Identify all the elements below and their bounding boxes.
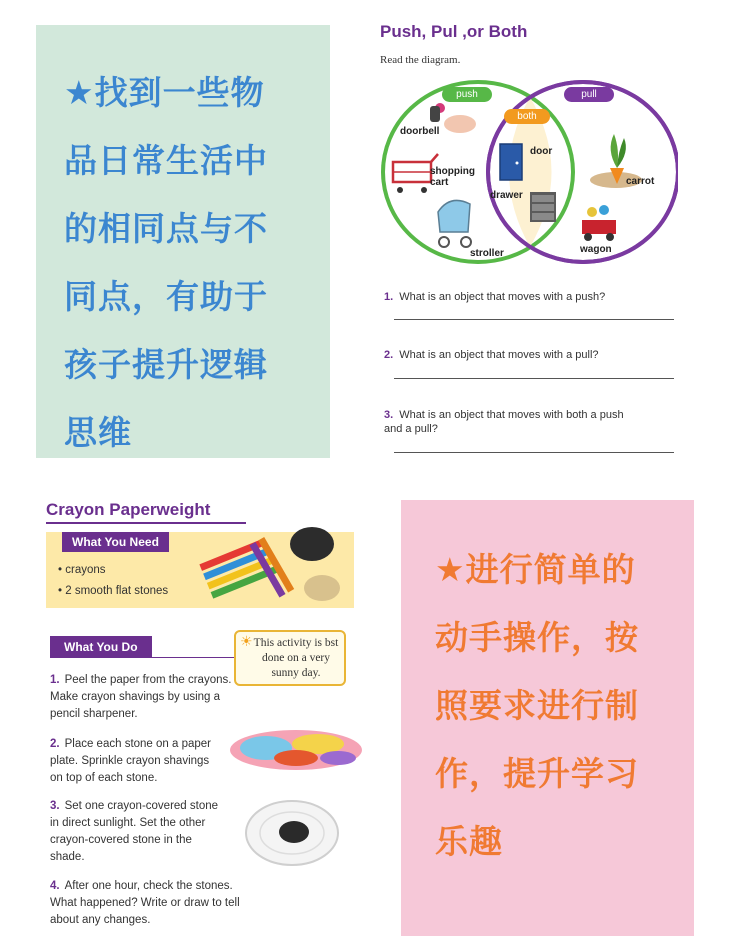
promo-line: 乐趣 (435, 822, 503, 861)
question-3 (384, 408, 634, 436)
push-label: push (442, 87, 492, 102)
promo-line: 思维 (64, 413, 132, 452)
promo-line: 品日常生活中 (64, 141, 268, 180)
step-3: 3. Set one crayon-covered stone in direct sunlight. Set the other crayon-covered stone in the shade. (50, 800, 219, 863)
promo-text-handson (435, 536, 675, 876)
note-text: This activity is bst done on a very sunny day. (253, 637, 339, 679)
answer-line-1[interactable] (394, 319, 674, 320)
carrot-label: carrot (626, 176, 655, 187)
answer-line-3[interactable] (394, 452, 674, 453)
sunny-day-note (234, 630, 346, 686)
promo-line: 作，提升学习 (435, 754, 639, 793)
promo-line: ★找到一些物 (64, 73, 265, 112)
need-item: • crayons (58, 564, 106, 576)
step-2: 2. Place each stone on a paper plate. Sprinkle crayon shavings on top of each stone. (50, 738, 212, 784)
wagon-label: wagon (580, 244, 612, 255)
promo-card-handson (401, 500, 694, 936)
question-text: What is an object that moves with a push? (399, 291, 606, 303)
pull-label: pull (564, 87, 614, 102)
question-number: 2. (384, 349, 394, 361)
worksheet-instruction: Read the diagram. (380, 54, 461, 66)
wagon-picture (582, 205, 616, 241)
stroller-label: stroller (470, 248, 504, 259)
crayons-and-stones-picture (194, 516, 354, 606)
step-1: 1. Peel the paper from the crayons. Make crayon shavings by using a pencil sharpener. (50, 674, 232, 720)
drawer-picture (530, 192, 556, 222)
doorbell-label: doorbell (400, 126, 440, 137)
need-list (58, 560, 168, 602)
do-heading: What You Do (50, 636, 152, 658)
question-number: 1. (384, 291, 394, 303)
sun-icon: ☀ (240, 635, 253, 650)
promo-line: 的相同点与不 (64, 209, 268, 248)
do-underline (50, 657, 250, 658)
drawer-label: drawer (490, 190, 523, 201)
promo-line: ★进行简单的 (435, 550, 636, 589)
promo-line: 同点，有助于 (64, 277, 268, 316)
step-4: 4. After one hour, check the stones. What happened? Write or draw to tell about any changes. (50, 880, 240, 926)
worksheet-push-pull (370, 12, 690, 467)
need-item: • 2 smooth flat stones (58, 585, 169, 597)
question-1 (384, 291, 674, 303)
crayon-shavings-picture (226, 720, 366, 780)
promo-text-logic (64, 59, 314, 467)
worksheet-title: Push, Pul ,or Both (380, 22, 528, 41)
plate-with-stone-picture (242, 798, 342, 868)
both-label: both (504, 109, 550, 124)
door-picture (500, 144, 522, 180)
question-text: What is an object that moves with both a push and a pull? (384, 409, 624, 435)
door-label: door (530, 146, 553, 157)
promo-line: 动手操作，按 (435, 618, 639, 657)
question-2 (384, 349, 674, 361)
promo-line: 照要求进行制 (435, 686, 639, 725)
worksheet-crayon-paperweight (36, 488, 366, 948)
need-heading: What You Need (62, 532, 169, 552)
answer-line-2[interactable] (394, 378, 674, 379)
promo-line: 孩子提升逻辑 (64, 345, 268, 384)
question-number: 3. (384, 409, 394, 421)
question-text: What is an object that moves with a pull? (399, 349, 599, 361)
promo-card-logic (36, 25, 330, 458)
worksheet-title: Crayon Paperweight (46, 500, 211, 519)
venn-diagram (378, 72, 678, 272)
shopping-cart-label: shopping cart (430, 166, 475, 188)
